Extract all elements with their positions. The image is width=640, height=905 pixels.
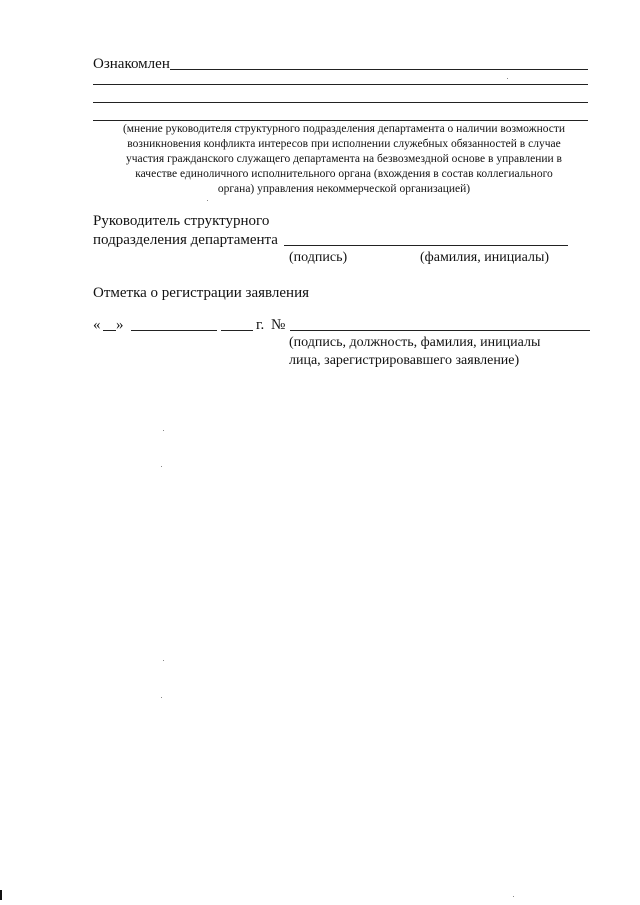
opinion-note-line: органа) управления некоммерческой организацией) (217, 183, 471, 195)
registration-date-close-quote: » (116, 317, 124, 333)
opinion-line-2 (93, 102, 588, 103)
acquainted-signature-line (170, 69, 588, 70)
head-caption-name: (фамилия, инициалы) (420, 250, 550, 265)
opinion-note-line: качестве единоличного исполнительного органа (вхождения в состав коллегиального (135, 168, 553, 180)
opinion-note-line: возникновения конфликта интересов при исполнении служебных обязанностей в случае (127, 138, 561, 150)
registration-signature-line (290, 330, 590, 331)
registration-number-label: № (271, 317, 286, 333)
scan-speck (513, 896, 514, 897)
registration-caption-line2: лица, зарегистрировавшего заявление) (289, 353, 520, 368)
registration-date-open-quote: « (93, 317, 101, 333)
registration-day-line (103, 330, 116, 331)
scan-speck (207, 200, 208, 201)
registration-year-line (221, 330, 253, 331)
scan-speck (161, 697, 162, 698)
scan-edge-mark (0, 890, 2, 900)
head-caption-signature: (подпись) (289, 250, 348, 265)
registration-title: Отметка о регистрации заявления (93, 285, 309, 301)
head-title-line2: подразделения департамента (93, 232, 278, 248)
scan-speck (163, 430, 164, 431)
opinion-line-1 (93, 84, 588, 85)
head-signature-line (284, 245, 568, 246)
scan-speck (163, 660, 164, 661)
head-title-line1: Руководитель структурного (93, 213, 270, 229)
registration-caption-line1: (подпись, должность, фамилия, инициалы (289, 335, 541, 350)
registration-year-label: г. (256, 317, 265, 333)
opinion-note-line: участия гражданского служащего департамента на безвозмездной основе в управлении в (126, 153, 562, 165)
registration-month-line (131, 330, 217, 331)
opinion-note (88, 122, 600, 197)
scan-speck (507, 78, 508, 79)
acquainted-label: Ознакомлен (93, 56, 170, 72)
scan-speck (161, 466, 162, 467)
opinion-note-line: (мнение руководителя структурного подразделения департамента о наличии возможности (122, 123, 566, 135)
opinion-line-3 (93, 120, 588, 121)
